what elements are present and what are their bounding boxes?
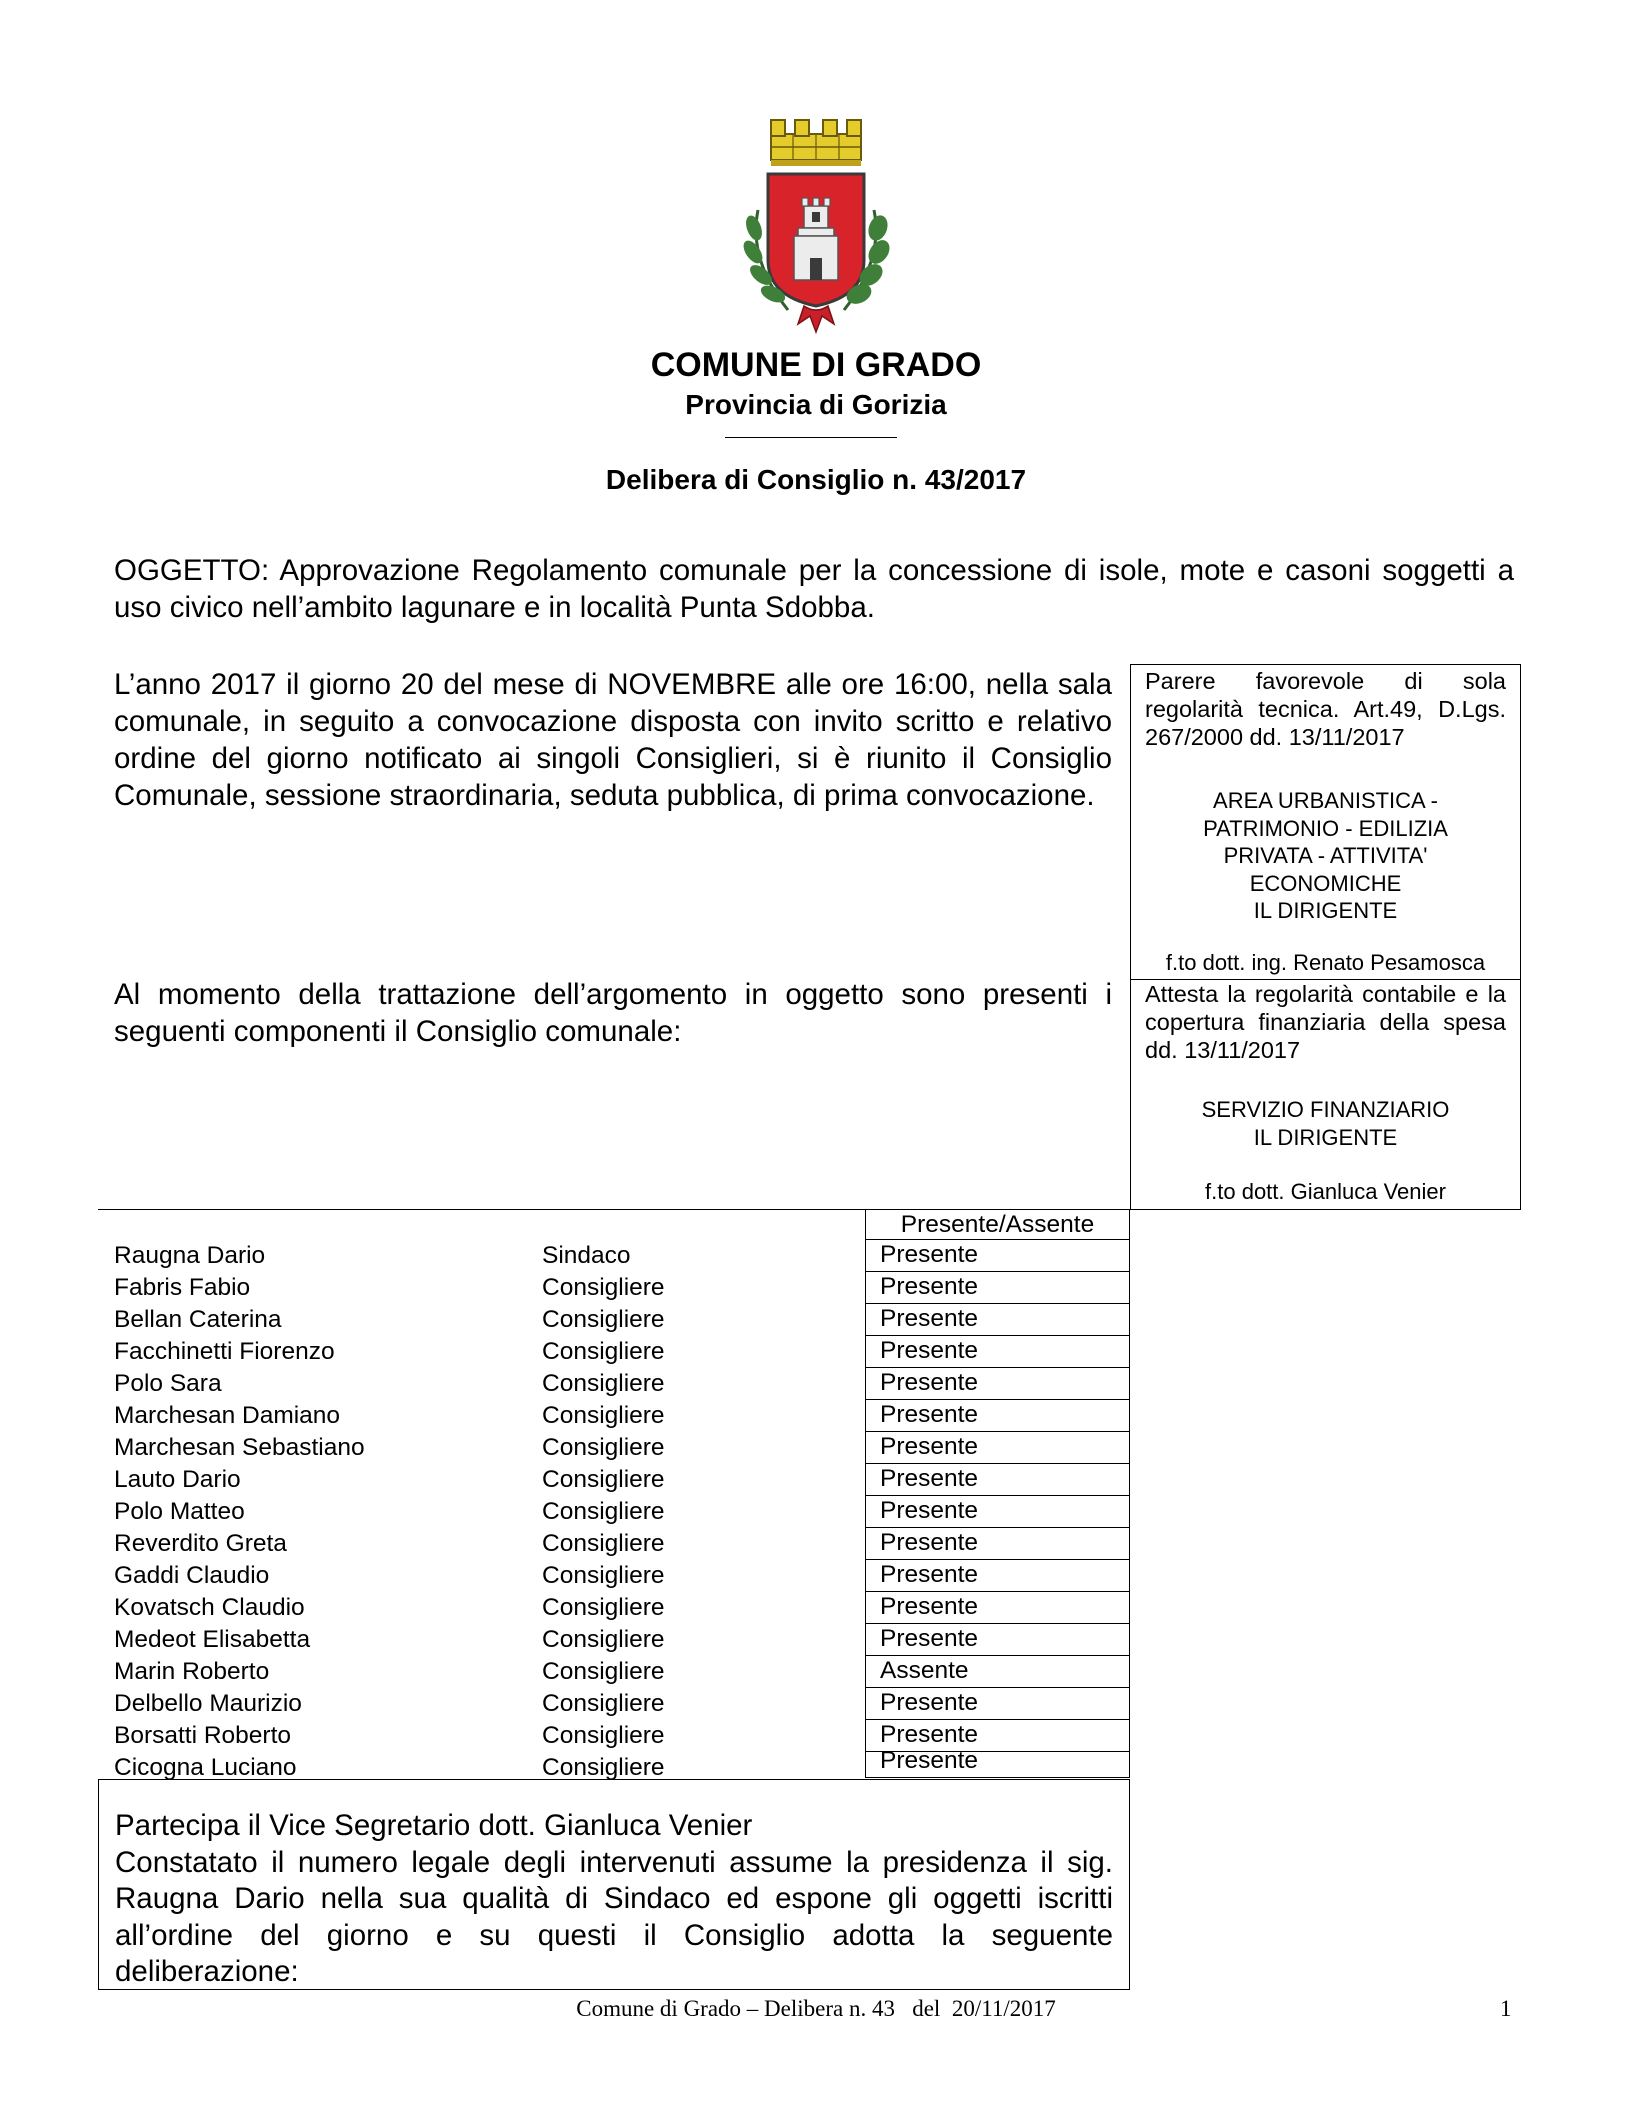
oggetto-paragraph: OGGETTO: Approvazione Regolamento comunale per la concessione di isole, mote e casoni soggetti a uso civico nell’ambito lagunare e in località Punta Sdobba. [114,554,1514,624]
member-name: Reverdito Greta [114,1530,287,1557]
member-name: Polo Matteo [114,1498,245,1525]
member-role: Sindaco [542,1242,631,1269]
municipal-crest [718,110,914,342]
member-role: Consigliere [542,1530,665,1557]
parere-area-line: PATRIMONIO - EDILIZIA [1203,815,1448,841]
member-status: Presente [865,1336,1130,1368]
member-name: Polo Sara [114,1370,222,1397]
member-name: Kovatsch Claudio [114,1594,305,1621]
attesta-signature: f.to dott. Gianluca Venier [1205,1179,1446,1204]
closing-line-presidenza: Constatato il numero legale degli intervenuti assume la presidenza il sig. Raugna Dario nella sua qualità di Sindaco ed espone gli oggetti iscritti all’ordine del giorno e su questi il Consiglio adotta la seguente deliberazione: [115,1845,1113,1988]
member-name: Fabris Fabio [114,1274,251,1301]
member-status: Presente [865,1688,1130,1720]
member-role: Consigliere [542,1722,665,1749]
member-status: Presente [865,1528,1130,1560]
parere-area-line: PRIVATA - ATTIVITA' [1223,843,1428,868]
parere-area-line: ECONOMICHE [1249,870,1402,896]
member-name: Marchesan Sebastiano [114,1434,365,1461]
member-status: Presente [865,1400,1130,1432]
attesta-text: Attesta la regolarità contabile e la copertura finanziaria della spesa dd. 13/11/2017 [1145,981,1506,1063]
member-status: Presente [865,1272,1130,1304]
member-status: Presente [865,1720,1130,1752]
member-status: Presente [865,1624,1130,1656]
crest-image [718,110,914,342]
parere-area-line: AREA URBANISTICA - [1213,788,1438,813]
closing-text [115,1808,1113,1991]
member-status: Assente [865,1656,1130,1688]
momento-paragraph: Al momento della trattazione dell’argomento in oggetto sono presenti i seguenti componenti il Consiglio comunale: [114,978,1112,1048]
member-role: Consigliere [542,1658,665,1685]
member-role: Consigliere [542,1402,665,1429]
crown-icon [771,120,861,166]
intro-paragraph: L’anno 2017 il giorno 20 del mese di NOVEMBRE alle ore 16:00, nella sala comunale, in seguito a convocazione disposta con invito scritto e relativo ordine del giorno notificato ai singoli Consiglieri, si è riunito il Consiglio Comunale, sessione straordinaria, seduta pubblica, di prima convocazione. [114,668,1112,812]
member-status: Presente [865,1496,1130,1528]
member-status: Presente [865,1240,1130,1272]
member-name: Raugna Dario [114,1242,266,1269]
member-name: Cicogna Luciano [114,1754,297,1781]
closing-box [98,1779,1130,1990]
member-status: Presente [865,1432,1130,1464]
member-status: Presente [865,1368,1130,1400]
attesta-service-line: IL DIRIGENTE [1253,1124,1398,1150]
member-role: Consigliere [542,1466,665,1493]
attesta-box [1130,979,1521,1210]
member-role: Consigliere [542,1306,665,1333]
page-footer: Comune di Grado – Delibera n. 43 del 20/11/2017 [576,1996,1056,2021]
member-name: Gaddi Claudio [114,1562,270,1589]
member-name: Bellan Caterina [114,1306,282,1333]
member-status: Presente [865,1464,1130,1496]
page-title: COMUNE DI GRADO [650,346,982,384]
member-name: Borsatti Roberto [114,1722,292,1749]
member-name: Marchesan Damiano [114,1402,341,1429]
status-column-header: Presente/Assente [865,1209,1130,1240]
parere-text: Parere favorevole di sola regolarità tecnica. Art.49, D.Lgs. 267/2000 dd. 13/11/2017 [1145,668,1506,750]
member-role: Consigliere [542,1562,665,1589]
attesta-service-line: SERVIZIO FINANZIARIO [1201,1097,1450,1122]
member-role: Consigliere [542,1274,665,1301]
ribbon-icon [798,306,834,332]
member-status: Presente [865,1746,1130,1778]
title-divider [725,437,897,438]
member-role: Consigliere [542,1370,665,1397]
parere-signature: f.to dott. ing. Renato Pesamosca [1165,950,1486,975]
shield-icon [768,174,864,306]
member-name: Marin Roberto [114,1658,270,1685]
parere-area-line: IL DIRIGENTE [1253,898,1398,923]
member-name: Delbello Maurizio [114,1690,302,1717]
member-status: Presente [865,1304,1130,1336]
member-status: Presente [865,1592,1130,1624]
page-subtitle: Provincia di Gorizia [685,389,947,420]
attendance-table [0,1240,1632,1780]
closing-line-vice-segretario: Partecipa il Vice Segretario dott. Gianluca Venier [115,1809,753,1842]
member-role: Consigliere [542,1690,665,1717]
delibera-number: Delibera di Consiglio n. 43/2017 [605,464,1027,495]
parere-box [1130,664,1521,980]
member-role: Consigliere [542,1594,665,1621]
member-name: Medeot Elisabetta [114,1626,311,1653]
member-role: Consigliere [542,1754,665,1781]
member-role: Consigliere [542,1498,665,1525]
page-number: 1 [1500,1996,1512,2021]
member-name: Lauto Dario [114,1466,241,1493]
member-role: Consigliere [542,1626,665,1653]
member-role: Consigliere [542,1434,665,1461]
member-role: Consigliere [542,1338,665,1365]
member-name: Facchinetti Fiorenzo [114,1338,335,1365]
member-status: Presente [865,1560,1130,1592]
